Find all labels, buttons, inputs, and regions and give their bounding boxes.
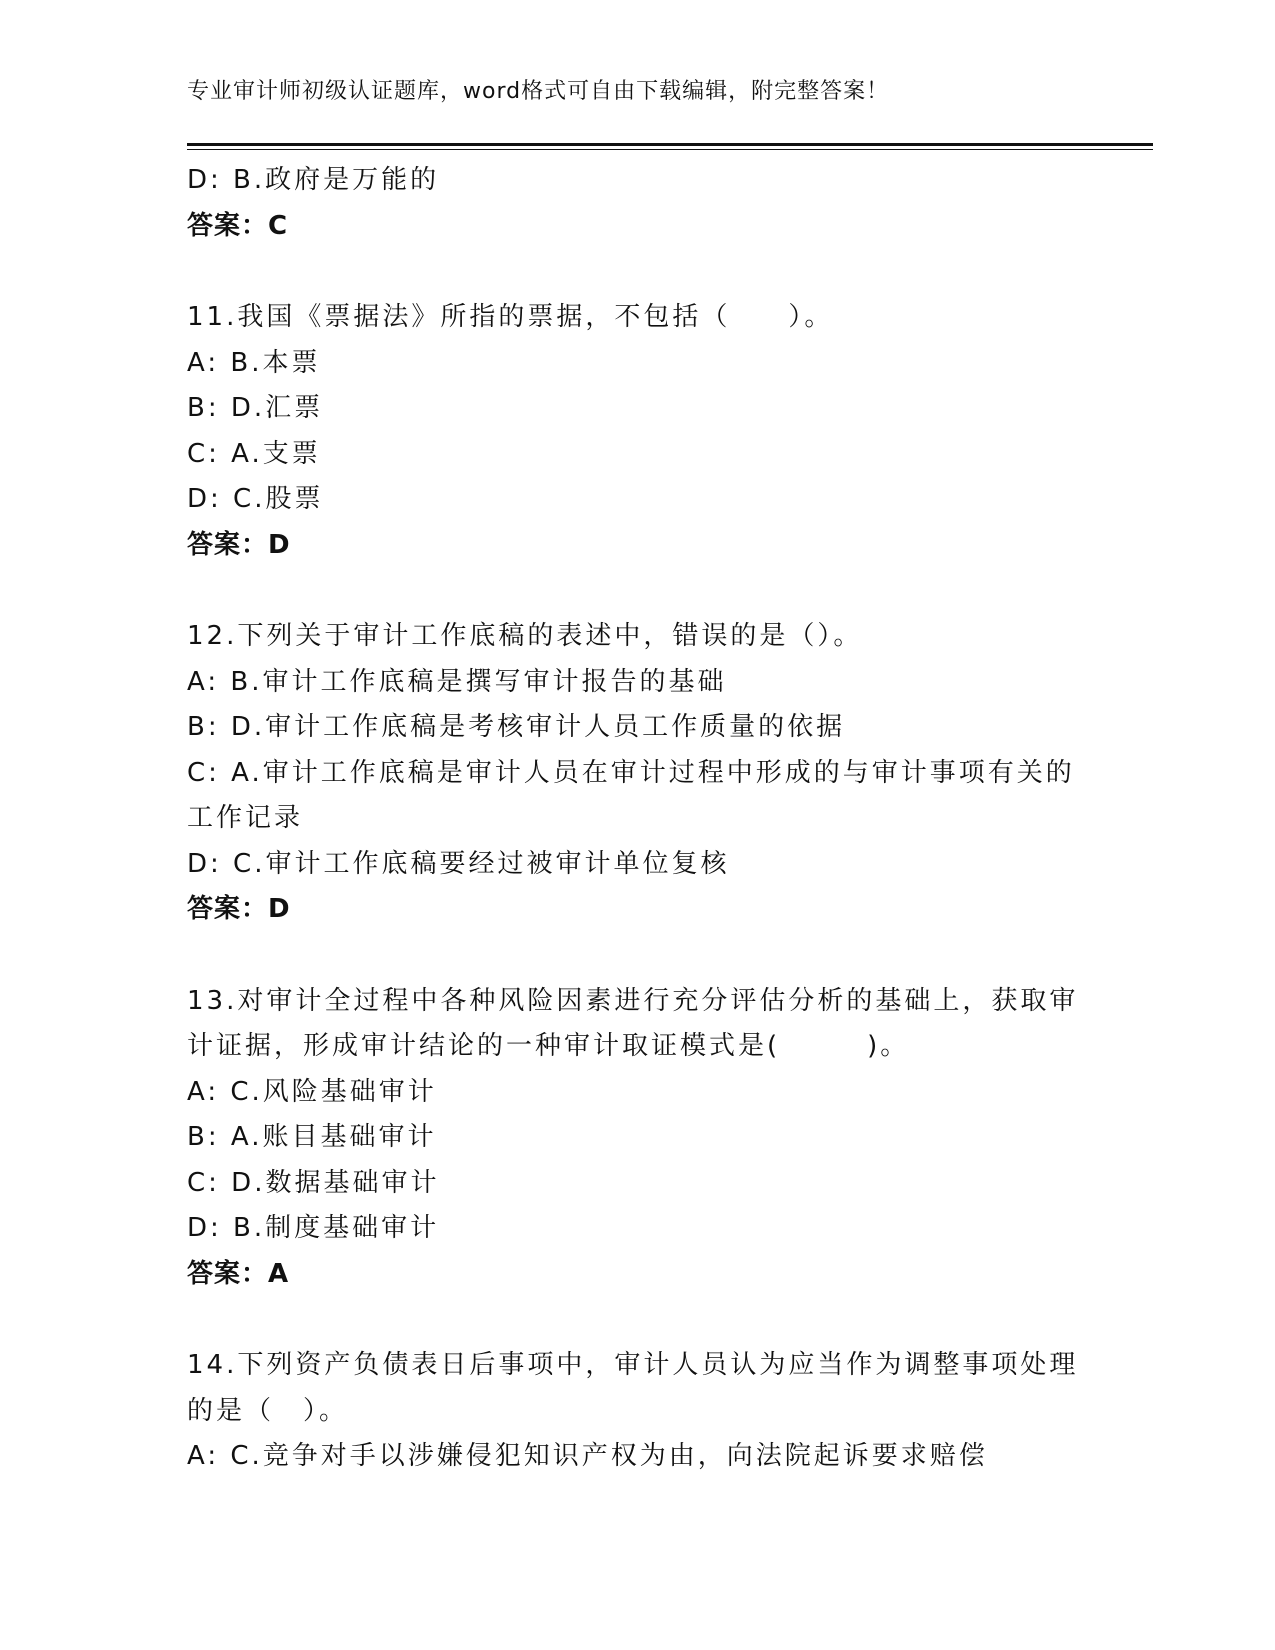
option-b: B: A.账目基础审计: [187, 1122, 437, 1152]
answer-line: 答案：D: [187, 529, 291, 560]
spacer: [187, 1297, 1087, 1343]
option-d: D: C.股票: [187, 484, 324, 514]
spacer: [187, 568, 1087, 614]
option-b: B: D.汇票: [187, 393, 324, 423]
answer-line: 答案：D: [187, 894, 291, 924]
answer-line: 答案：A: [187, 1258, 290, 1289]
question-content: [187, 158, 1087, 1480]
question-block-14: [187, 1343, 1087, 1480]
header-divider-thin: [187, 149, 1153, 150]
header-divider-thick: [187, 143, 1153, 146]
answer-line: 答案：C: [187, 210, 289, 241]
option-c: C: A.支票: [187, 438, 321, 469]
option-c: C: A.审计工作底稿是审计人员在审计过程中形成的与审计事项有关的: [187, 757, 1075, 788]
question-block-12: [187, 614, 1087, 933]
option-d: D: B.制度基础审计: [187, 1213, 440, 1243]
question-block-13: [187, 979, 1087, 1298]
option-d: D: C.审计工作底稿要经过被审计单位复核: [187, 848, 730, 879]
question-block-10: [187, 158, 1087, 249]
question-text-continued: 的是（ ）。: [187, 1395, 349, 1426]
question-text: 12.下列关于审计工作底稿的表述中，错误的是（）。: [187, 621, 863, 651]
option-a: A: B.本票: [187, 347, 321, 378]
question-text-continued: 计证据，形成审计结论的一种审计取证模式是( )。: [187, 1031, 910, 1061]
page-header: 专业审计师初级认证题库，word格式可自由下载编辑，附完整答案！: [187, 79, 890, 104]
option-a: A: C.竞争对手以涉嫌侵犯知识产权为由，向法院起诉要求赔偿: [187, 1441, 988, 1471]
option-a: A: C.风险基础审计: [187, 1076, 437, 1107]
option-c-continued: 工作记录: [187, 803, 304, 833]
question-text: 14.下列资产负债表日后事项中，审计人员认为应当作为调整事项处理: [187, 1350, 1079, 1380]
question-text: 11.我国《票据法》所指的票据，不包括（ ）。: [187, 302, 834, 332]
question-block-11: [187, 295, 1087, 568]
spacer: [187, 933, 1087, 979]
option-a: A: B.审计工作底稿是撰写审计报告的基础: [187, 666, 727, 697]
option-d: D: B.政府是万能的: [187, 165, 440, 195]
option-b: B: D.审计工作底稿是考核审计人员工作质量的依据: [187, 712, 846, 742]
option-c: C: D.数据基础审计: [187, 1167, 440, 1198]
question-text: 13.对审计全过程中各种风险因素进行充分评估分析的基础上，获取审: [187, 985, 1079, 1016]
spacer: [187, 249, 1087, 295]
